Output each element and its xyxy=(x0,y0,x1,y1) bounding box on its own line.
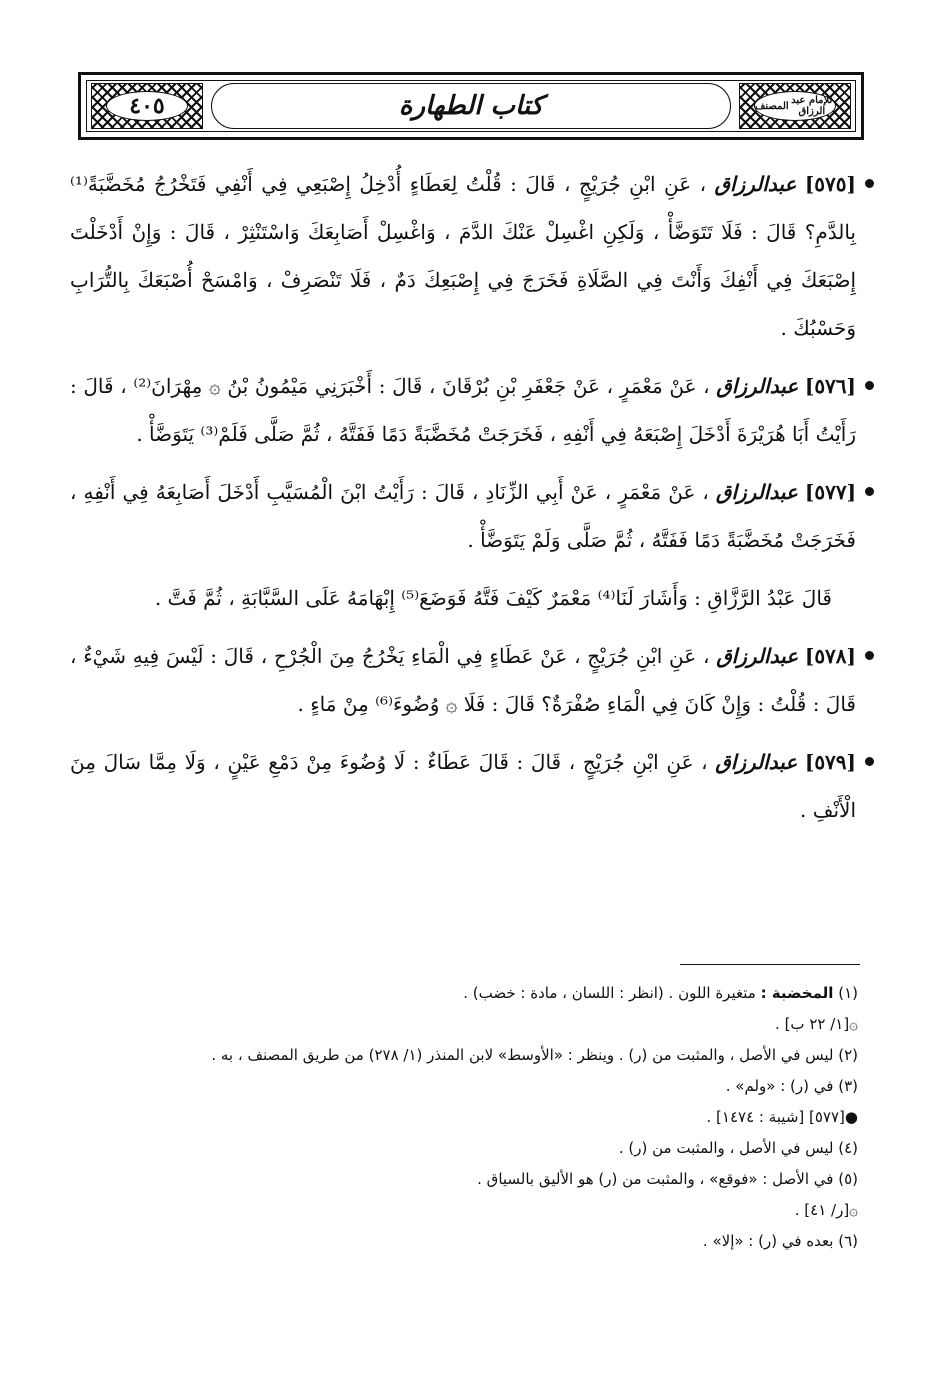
hadith-author: عبدالرزاق xyxy=(715,750,798,774)
editor-note-text: قَالَ عَبْدُ الرَّزَّاقِ : وَأَشَارَ لَنَا⁽⁴⁾ مَعْمَرٌ كَيْفَ فَتَّهُ فَوَضَعَ⁽⁵⁾ إِبْهَامَهُ عَلَى السَّبَّابَةِ ، ثُمَّ فَتَّ . xyxy=(154,586,832,610)
footnote-text: بعده في (ر) : «إلا» . xyxy=(702,1232,834,1250)
footnote xyxy=(70,1071,860,1102)
hadith-number: [٥٧٦] xyxy=(804,374,857,398)
hadith-paragraph xyxy=(70,362,870,458)
bullet-icon xyxy=(865,487,874,496)
footnote-label: (٦) xyxy=(838,1232,858,1250)
footnote-text: [٥٧٧] [شيبة : ١٤٧٤] . xyxy=(706,1108,845,1126)
footnotes xyxy=(70,978,860,1257)
chapter-title: كتاب الطهارة xyxy=(398,91,544,121)
footnote xyxy=(70,1133,860,1164)
footnote xyxy=(70,1040,860,1071)
footnote-text: [ر/ ٤١] . xyxy=(794,1201,850,1219)
footnote-label: (٣) xyxy=(838,1077,858,1095)
hadith-paragraph xyxy=(70,738,870,834)
hadith-text: ، عَنْ مَعْمَرٍ ، عَنْ جَعْفَرِ بْنِ بُرْقَانَ ، قَالَ : أَخْبَرَنِي مَيْمُونُ بْنُ ۞ مِهْرَانَ⁽²⁾ ، قَالَ : رَأَيْتُ أَبَا هُرَيْرَةَ أَدْخَلَ إِصْبَعَهُ فِي أَنْفِهِ ، فَخَرَجَتْ مُخَضَّبَةً دَمًا فَفَتَّهُ ، ثُمَّ صَلَّى فَلَمْ⁽³⁾ يَتَوَضَّأْ . xyxy=(70,374,856,446)
footnote-text: في الأصل : «فوقع» ، والمثبت من (ر) هو الأليق بالسياق . xyxy=(477,1170,834,1188)
bullet-icon xyxy=(865,179,874,188)
footnote xyxy=(70,1164,860,1195)
hadith-text: ، عَنِ ابْنِ جُرَيْجٍ ، عَنْ عَطَاءٍ فِي الْمَاءِ يَخْرُجُ مِنَ الْجُرْحِ ، قَالَ : لَيْسَ فِيهِ شَيْءٌ ، قَالَ : قُلْتُ : وَإِنْ كَانَ فِي الْمَاءِ صُفْرَةٌ؟ قَالَ : فَلَا ۞ وُضُوءَ⁽⁶⁾ مِنْ مَاءٍ . xyxy=(70,644,856,716)
footnote-text: ليس في الأصل ، والمثبت من (ر) . xyxy=(618,1139,834,1157)
hadith-author: عبدالرزاق xyxy=(716,644,799,668)
footnote-label: (٤) xyxy=(838,1139,858,1157)
footnote-text: في (ر) : «ولم» . xyxy=(725,1077,834,1095)
page-number: ٤٠٥ xyxy=(106,91,188,121)
book-emblem-ornament xyxy=(739,83,851,129)
header-title-cartouche xyxy=(211,83,731,129)
hadith-paragraph xyxy=(70,468,870,564)
footnote-label: (٥) xyxy=(838,1170,858,1188)
hadith-text: ، عَنِ ابْنِ جُرَيْجٍ ، قَالَ : قَالَ عَطَاءٌ : لَا وُضُوءَ مِنْ دَمْعِ عَيْنٍ ، وَلَا مِمَّا سَالَ مِنَ الْأَنْفِ . xyxy=(70,750,856,822)
footnote-label: (١) xyxy=(838,984,858,1002)
book-emblem xyxy=(754,91,836,121)
editor-note-paragraph xyxy=(70,574,870,622)
page-number-ornament xyxy=(91,83,203,129)
hadith-author: عبدالرزاق xyxy=(715,480,798,504)
footnote-label: ۞ xyxy=(849,1015,858,1033)
footnote-term: المخضبة : xyxy=(760,984,834,1002)
hadith-author: عبدالرزاق xyxy=(716,374,799,398)
footnote-text: ليس في الأصل ، والمثبت من (ر) . وينظر : «الأوسط» لابن المنذر (١/ ٢٧٨) من طريق المصنف ، به . xyxy=(211,1046,834,1064)
hadith-number: [٥٧٧] xyxy=(804,480,857,504)
hadith-text: ، عَنِ ابْنِ جُرَيْجٍ ، قَالَ : قُلْتُ لِعَطَاءٍ أُدْخِلُ إِصْبَعِي فِي أَنْفِي فَتَخْرُجُ مُخَضَّبَةً⁽¹⁾ بِالدَّمِ؟ قَالَ : فَلَا تَتَوَضَّأْ ، وَلَكِنِ اغْسِلْ عَنْكَ الدَّمَ ، وَاغْسِلْ أَصَابِعَكَ وَاسْتَنْثِرْ ، قَالَ : وَإِنْ أَدْخَلْتَ إِصْبَعَكَ فِي أَنْفِكَ وَأَنْتَ فِي الصَّلَاةِ فَخَرَجَ فِي إِصْبَعِكَ دَمٌ ، فَلَا تَنْصَرِفْ ، وَامْسَحْ أُصْبَعَكَ بِالتُّرَابِ وَحَسْبُكَ . xyxy=(70,172,856,340)
bullet-icon xyxy=(865,757,874,766)
page-header xyxy=(78,72,864,140)
footnote xyxy=(70,978,860,1009)
hadith-text: ، عَنْ مَعْمَرٍ ، عَنْ أَبِي الزِّنَادِ ، قَالَ : رَأَيْتُ ابْنَ الْمُسَيَّبِ أَدْخَلَ أَصَابِعَهُ فِي أَنْفِهِ ، فَخَرَجَتْ مُخَضَّبَةً دَمًا فَفَتَّهُ ، ثُمَّ صَلَّى وَلَمْ يَتَوَضَّأْ . xyxy=(70,480,856,552)
footnote-text: [١/ ٢٢ ب] . xyxy=(775,1015,850,1033)
main-text xyxy=(70,160,870,844)
footnote xyxy=(70,1009,860,1040)
footnote-label: ۞ xyxy=(849,1201,858,1219)
book-emblem-line1: المصنف xyxy=(755,100,789,112)
footnote-divider xyxy=(680,964,860,965)
footnote xyxy=(70,1102,860,1133)
hadith-author: عبدالرزاق xyxy=(714,172,797,196)
hadith-number: [٥٧٩] xyxy=(804,750,857,774)
hadith-paragraph xyxy=(70,160,870,352)
hadith-paragraph xyxy=(70,632,870,728)
footnote xyxy=(70,1226,860,1257)
bullet-icon xyxy=(865,651,874,660)
hadith-number: [٥٧٨] xyxy=(804,644,857,668)
footnote-text: متغيرة اللون . (انظر : اللسان ، مادة : خضب) . xyxy=(463,984,756,1002)
book-emblem-line2: للإمام عبد الرزاق xyxy=(791,95,833,117)
footnote xyxy=(70,1195,860,1226)
bullet-icon xyxy=(865,381,874,390)
hadith-number: [٥٧٥] xyxy=(804,172,856,196)
footnote-label: (٢) xyxy=(838,1046,858,1064)
footnote-label: ● xyxy=(844,1108,858,1126)
